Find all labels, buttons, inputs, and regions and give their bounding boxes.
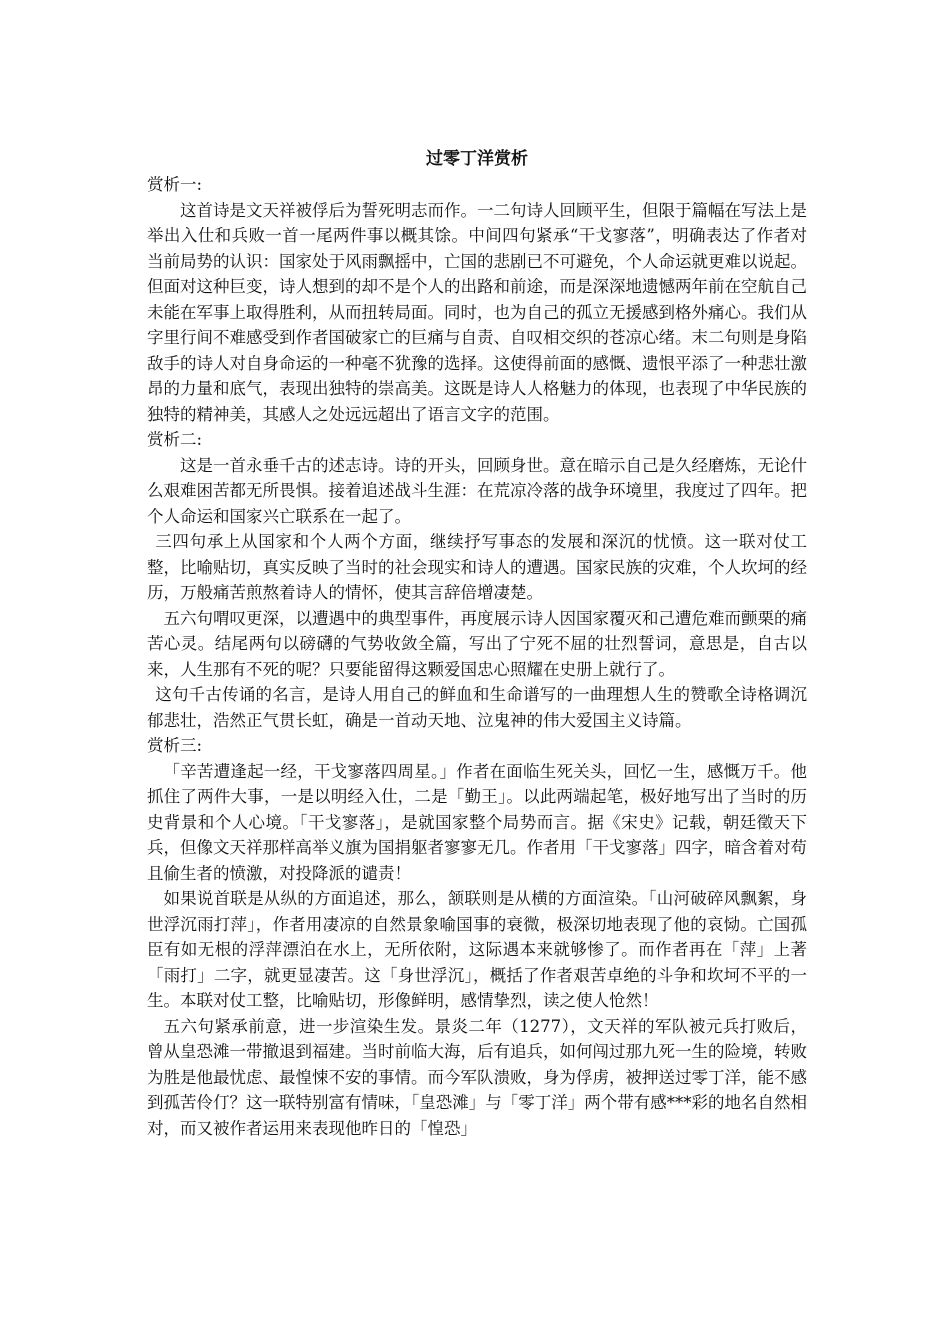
document-page xyxy=(147,146,807,1141)
paragraph: 这句千古传诵的名言，是诗人用自己的鲜血和生命谱写的一曲理想人生的赞歌全诗格调沉郁悲壮，浩然正气贯长虹，确是一首动天地、泣鬼神的伟大爱国主义诗篇。 xyxy=(147,685,807,730)
document-title: 过零丁洋赏析 xyxy=(426,149,528,169)
section-heading-3: 赏析三: xyxy=(147,736,203,755)
section-heading-1: 赏析一: xyxy=(147,175,203,194)
paragraph: 三四句承上从国家和个人两个方面，继续抒写事态的发展和深沉的忧愤。这一联对仗工整，比喻贴切，真实反映了当时的社会现实和诗人的遭遇。国家民族的灾难，个人坎坷的经历，万般痛苦煎熬着诗人的情怀，使其言辞倍增凄楚。 xyxy=(147,532,807,602)
paragraph: 这首诗是文天祥被俘后为誓死明志而作。一二句诗人回顾平生，但限于篇幅在写法上是举出入仕和兵败一首一尾两件事以概其馀。中间四句紧承“干戈寥落”，明确表达了作者对当前局势的认识：国家处于风雨飘摇中，亡国的悲剧已不可避免，个人命运就更难以说起。但面对这种巨变，诗人想到的却不是个人的出路和前途，而是深深地遗憾两年前在空航自己未能在军事上取得胜利，从而扭转局面。同时，也为自己的孤立无援感到格外痛心。我们从字里行间不难感受到作者国破家亡的巨痛与自责、自叹相交织的苍凉心绪。末二句则是身陷敌手的诗人对自身命运的一种毫不犹豫的选择。这使得前面的感慨、遗恨平添了一种悲壮激昂的力量和底气，表现出独特的崇高美。这既是诗人人格魅力的体现，也表现了中华民族的独特的精神美，其感人之处远远超出了语言文字的范围。 xyxy=(147,200,807,424)
paragraph: 五六句喟叹更深，以遭遇中的典型事件，再度展示诗人因国家覆灭和己遭危难而颤栗的痛苦心灵。结尾两句以磅礴的气势收敛全篇，写出了宁死不屈的壮烈誓词，意思是，自古以来，人生那有不死的呢？只要能留得这颗爱国忠心照耀在史册上就行了。 xyxy=(147,608,807,679)
paragraph: 五六句紧承前意，进一步渲染生发。景炎二年（1277），文天祥的军队被元兵打败后，曾从皇恐滩一带撤退到福建。当时前临大海，后有追兵，如何闯过那九死一生的险境，转败为胜是他最忧虑、最惶悚不安的事情。而今军队溃败，身为俘虏，被押送过零丁洋，能不感到孤苦伶仃？这一联特别富有情味，「皇恐滩」与「零丁洋」两个带有感***彩的地名自然相对，而又被作者运用来表现他昨日的「惶恐」 xyxy=(147,1016,807,1138)
paragraph: 「辛苦遭逢起一经，干戈寥落四周星。」作者在面临生死关头，回忆一生，感慨万千。他抓住了两件大事，一是以明经入仕，二是「勤王」。以此两端起笔，极好地写出了当时的历史背景和个人心境。「干戈寥落」，是就国家整个局势而言。据《宋史》记载，朝廷徵天下兵，但像文天祥那样高举义旗为国捐躯者寥寥无几。作者用「干戈寥落」四字，暗含着对苟且偷生者的愤激，对投降派的谴责！ xyxy=(147,761,807,883)
section-heading-2: 赏析二: xyxy=(147,430,203,449)
paragraph: 如果说首联是从纵的方面追述，那么，颔联则是从横的方面渲染。「山河破碎风飘絮，身世浮沉雨打萍」，作者用凄凉的自然景象喻国事的衰微，极深切地表现了他的哀恸。亡国孤臣有如无根的浮萍漂泊在水上，无所依附，这际遇本来就够惨了。而作者再在「萍」上著「雨打」二字，就更显凄苦。这「身世浮沉」，概括了作者艰苦卓绝的斗争和坎坷不平的一生。本联对仗工整，比喻贴切，形像鲜明，感情挚烈，读之使人怆然！ xyxy=(147,889,807,1010)
paragraph: 这是一首永垂千古的述志诗。诗的开头，回顾身世。意在暗示自己是久经磨炼，无论什么艰难困苦都无所畏惧。接着追述战斗生涯：在荒凉冷落的战争环境里，我度过了四年。把个人命运和国家兴亡联系在一起了。 xyxy=(147,455,807,526)
